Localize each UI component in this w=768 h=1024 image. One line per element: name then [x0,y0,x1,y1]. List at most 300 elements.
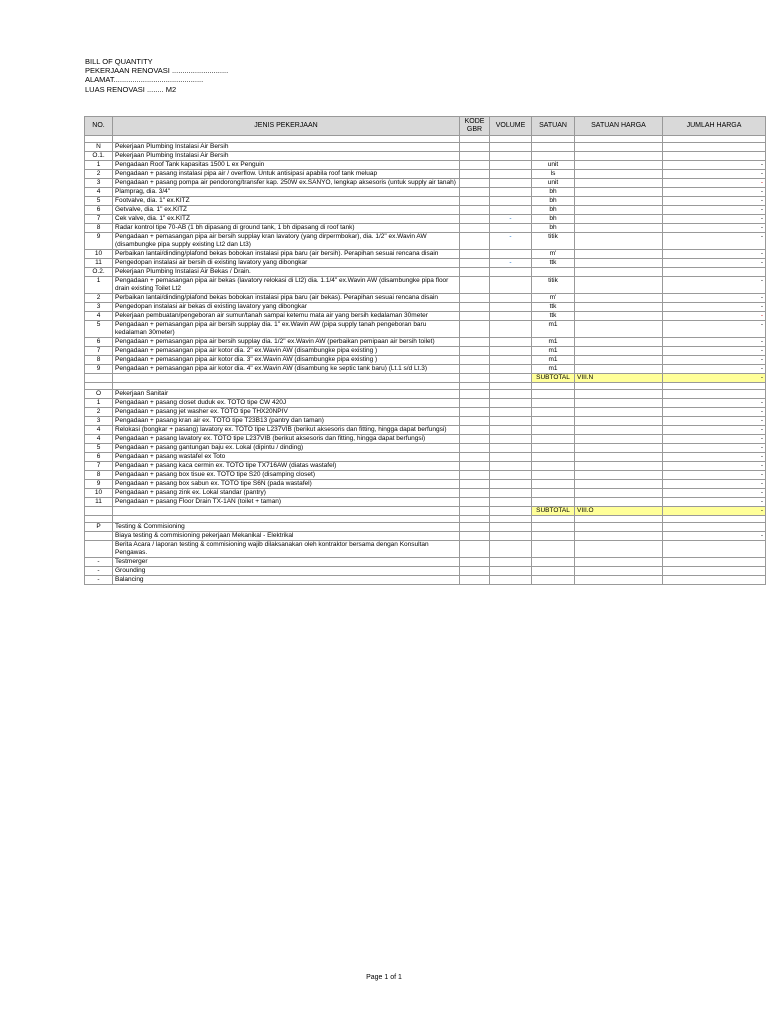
spacer-row [85,136,766,143]
table-row [85,161,766,170]
row-satuan-harga [575,523,663,532]
row-number: 8 [85,471,113,480]
row-number: 7 [85,347,113,356]
row-satuan-harga [575,294,663,303]
table-row [85,471,766,480]
empty-cell [490,136,532,143]
row-satuan-harga [575,161,663,170]
row-jumlah-harga: - [663,312,766,321]
row-volume [490,471,532,480]
row-volume [490,170,532,179]
empty-cell [575,383,663,390]
row-description: Pengadaan + pasang instalasi pipa air / overflow. Untuk antisipasi apabila roof tank meluap [113,170,460,179]
row-description: Pengadaan + pasang jet washer ex. TOTO tipe THX20NPIV [113,408,460,417]
row-description: Pengadaan + pemasangan pipa air bersih supplay dia. 1/2" ex.Wavin AW (perbaikan pemipaan air bersih toilet) [113,338,460,347]
table-row [85,303,766,312]
doc-title: BILL OF QUANTITY [85,57,153,66]
row-satuan-harga [575,347,663,356]
project-name: PEKERJAAN RENOVASI ........................... [85,66,229,76]
row-description: Pengadaan + pasang pompa air pendorong/transfer kap. 250W ex.SANYO, lengkap aksesoris (untuk supply air tanah) [113,179,460,188]
table-row [85,250,766,259]
row-jumlah-harga [663,523,766,532]
row-satuan: m1 [532,347,575,356]
subtotal-code: VIII.N [575,374,663,383]
row-number: 3 [85,303,113,312]
row-number: 5 [85,444,113,453]
row-description: Testing & Commisioning [113,523,460,532]
row-kode [460,498,490,507]
row-kode [460,567,490,576]
row-satuan: ls [532,170,575,179]
col-jumlah-harga: JUMLAH HARGA [663,117,766,136]
row-jumlah-harga: - [663,188,766,197]
row-volume [490,390,532,399]
row-description: Pengedopan instalasi air bersih di existing lavatory yang dibongkar [113,259,460,268]
row-volume [490,303,532,312]
row-kode [460,435,490,444]
row-satuan: ttk [532,303,575,312]
row-number: - [85,558,113,567]
row-satuan-harga [575,206,663,215]
empty-cell [460,507,490,516]
row-satuan-harga [575,471,663,480]
row-jumlah-harga: - [663,498,766,507]
row-satuan [532,523,575,532]
row-description: Pengadaan + pasang kaca cermin ex. TOTO tipe TX716AW (diatas wastafel) [113,462,460,471]
table-row [85,444,766,453]
row-description: Cek valve, dia. 1" ex.KITZ [113,215,460,224]
empty-cell [490,383,532,390]
row-satuan-harga [575,408,663,417]
row-jumlah-harga: - [663,426,766,435]
subtotal-row [85,507,766,516]
row-description: Pengadaan Roof Tank kapasitas 1500 L ex Penguin [113,161,460,170]
row-kode [460,399,490,408]
empty-cell [663,516,766,523]
row-satuan-harga [575,250,663,259]
row-volume [490,558,532,567]
col-satuan: SATUAN [532,117,575,136]
row-kode [460,462,490,471]
empty-cell [460,383,490,390]
empty-cell [85,516,113,523]
row-satuan-harga [575,233,663,250]
row-satuan [532,268,575,277]
row-volume [490,576,532,585]
table-row [85,338,766,347]
row-kode [460,347,490,356]
renovation-area: LUAS RENOVASI ........ M2 [85,84,177,94]
row-satuan-harga [575,215,663,224]
row-number: 7 [85,462,113,471]
row-satuan-harga [575,576,663,585]
table-row [85,365,766,374]
row-kode [460,197,490,206]
row-satuan: m1 [532,356,575,365]
subtotal-label: SUBTOTAL [532,374,575,383]
row-kode [460,471,490,480]
row-number: O.2. [85,268,113,277]
document-header [85,57,228,94]
row-number: - [85,567,113,576]
row-satuan-harga [575,558,663,567]
table-row [85,498,766,507]
empty-cell [490,507,532,516]
row-jumlah-harga: - [663,233,766,250]
row-volume [490,143,532,152]
col-no: NO. [85,117,113,136]
row-volume [490,532,532,541]
row-number: 7 [85,215,113,224]
row-description: Pekerjaan Plumbing Instalasi Air Bersih [113,152,460,161]
row-kode [460,417,490,426]
row-satuan-harga [575,152,663,161]
row-satuan-harga [575,259,663,268]
row-jumlah-harga: - [663,356,766,365]
row-satuan: m' [532,294,575,303]
row-kode [460,250,490,259]
row-jumlah-harga: - [663,161,766,170]
row-number: - [85,576,113,585]
table-row [85,152,766,161]
row-satuan-harga [575,356,663,365]
row-satuan-harga [575,170,663,179]
empty-cell [85,383,113,390]
row-satuan [532,399,575,408]
row-number: 5 [85,321,113,338]
row-satuan [532,453,575,462]
row-jumlah-harga: - [663,444,766,453]
row-satuan [532,558,575,567]
row-satuan: titik [532,233,575,250]
row-satuan [532,408,575,417]
table-row [85,321,766,338]
row-satuan: m' [532,250,575,259]
table-row [85,523,766,532]
row-jumlah-harga: - [663,417,766,426]
empty-cell [532,516,575,523]
row-satuan-harga [575,567,663,576]
row-description: Grounding [113,567,460,576]
row-satuan-harga [575,312,663,321]
row-description: Pengadaan + pasang wastafel ex Toto [113,453,460,462]
row-description: Perbaikan lantai/dinding/plafond bekas bobokan instalasi pipa baru (air bekas). Perapihan sesuai rencana disain [113,294,460,303]
row-jumlah-harga [663,576,766,585]
row-jumlah-harga: - [663,250,766,259]
row-volume [490,462,532,471]
col-jenis: JENIS PEKERJAAN [113,117,460,136]
subtotal-label: SUBTOTAL [532,507,575,516]
row-description: Pekerjaan Plumbing Instalasi Air Bersih [113,143,460,152]
row-satuan [532,462,575,471]
row-kode [460,338,490,347]
table-header-row [85,117,766,136]
row-number: 5 [85,197,113,206]
subtotal-code: VIII.O [575,507,663,516]
col-volume: VOLUME [490,117,532,136]
row-satuan [532,541,575,558]
row-satuan [532,444,575,453]
table-row [85,347,766,356]
row-number: 10 [85,250,113,259]
row-jumlah-harga: - [663,399,766,408]
empty-cell [113,374,460,383]
row-description: Pengadaan + pasang gantungan baju ex. Lokal (dipintu / dinding) [113,444,460,453]
spacer-row [85,383,766,390]
table-row [85,259,766,268]
row-kode [460,259,490,268]
empty-cell [113,383,460,390]
row-jumlah-harga [663,143,766,152]
row-jumlah-harga: - [663,532,766,541]
row-number: 3 [85,417,113,426]
row-satuan-harga [575,399,663,408]
row-kode [460,224,490,233]
table-row [85,399,766,408]
row-satuan-harga [575,338,663,347]
table-row [85,435,766,444]
row-number: 2 [85,408,113,417]
row-jumlah-harga [663,567,766,576]
row-number: 4 [85,426,113,435]
row-kode [460,453,490,462]
row-jumlah-harga: - [663,489,766,498]
row-kode [460,523,490,532]
row-jumlah-harga: - [663,224,766,233]
row-volume [490,480,532,489]
empty-cell [532,136,575,143]
row-description: Pengadaan + pasang kran air ex. TOTO tipe T23B13 (pantry dan taman) [113,417,460,426]
row-satuan-harga [575,426,663,435]
table-row [85,532,766,541]
table-row [85,480,766,489]
row-number: 1 [85,277,113,294]
row-volume [490,338,532,347]
row-satuan-harga [575,197,663,206]
row-kode [460,161,490,170]
row-kode [460,312,490,321]
row-satuan [532,435,575,444]
row-jumlah-harga: - [663,277,766,294]
table-row [85,179,766,188]
empty-cell [575,516,663,523]
row-jumlah-harga: - [663,294,766,303]
row-description: Balancing [113,576,460,585]
row-kode [460,188,490,197]
row-description: Pengadaan + pasang zink ex. Lokal standar (pantry) [113,489,460,498]
row-volume [490,206,532,215]
row-satuan-harga [575,489,663,498]
row-jumlah-harga: - [663,462,766,471]
row-satuan-harga [575,277,663,294]
table-row [85,143,766,152]
row-number: 6 [85,453,113,462]
table-row [85,224,766,233]
table-row [85,576,766,585]
row-satuan [532,576,575,585]
row-kode [460,277,490,294]
row-number: 1 [85,399,113,408]
row-satuan-harga [575,268,663,277]
row-volume [490,312,532,321]
row-jumlah-harga [663,268,766,277]
row-satuan: m1 [532,338,575,347]
row-description: Pekerjaan Plumbing Instalasi Air Bekas / Drain. [113,268,460,277]
row-volume [490,365,532,374]
row-description: Relokasi (bongkar + pasang) lavatory ex. TOTO tipe L237VIB (berikut aksesoris dan fitting, hingga dapat berfungsi) [113,426,460,435]
row-satuan-harga [575,462,663,471]
row-volume [490,523,532,532]
row-jumlah-harga: - [663,347,766,356]
row-number: 6 [85,338,113,347]
row-description: Pengadaan + pemasangan pipa air kotor dia. 2" ex.Wavin AW (disambungke pipa existing ) [113,347,460,356]
row-kode [460,170,490,179]
row-satuan-harga [575,303,663,312]
table-row [85,170,766,179]
row-satuan-harga [575,541,663,558]
row-number [85,541,113,558]
table-row [85,462,766,471]
row-description: Biaya testing & commisioning pekerjaan Mekanikal - Elektrikal [113,532,460,541]
row-jumlah-harga: - [663,408,766,417]
page-footer: Page 1 of 1 [366,974,402,981]
subtotal-amount: - [663,374,766,383]
table-row [85,233,766,250]
row-satuan: titik [532,277,575,294]
row-satuan-harga [575,453,663,462]
row-description: Testmerger [113,558,460,567]
row-number [85,532,113,541]
row-volume: - [490,259,532,268]
table-row [85,294,766,303]
empty-cell [532,383,575,390]
row-kode [460,356,490,365]
empty-cell [85,374,113,383]
row-kode [460,303,490,312]
row-volume: - [490,233,532,250]
row-volume [490,294,532,303]
row-kode [460,576,490,585]
row-satuan-harga [575,435,663,444]
empty-cell [490,516,532,523]
row-volume [490,489,532,498]
row-satuan: bh [532,224,575,233]
row-satuan-harga [575,143,663,152]
row-description: Plamprag, dia. 3/4" [113,188,460,197]
row-satuan-harga [575,532,663,541]
table-row [85,567,766,576]
row-volume [490,408,532,417]
row-satuan [532,152,575,161]
row-number: 1 [85,161,113,170]
row-kode [460,390,490,399]
row-satuan-harga [575,365,663,374]
row-jumlah-harga: - [663,197,766,206]
row-satuan [532,532,575,541]
empty-cell [113,516,460,523]
row-satuan [532,471,575,480]
row-kode [460,143,490,152]
row-jumlah-harga: - [663,338,766,347]
row-satuan: m1 [532,321,575,338]
row-volume [490,188,532,197]
empty-cell [663,136,766,143]
row-volume [490,277,532,294]
row-number: 10 [85,489,113,498]
empty-cell [460,374,490,383]
row-jumlah-harga: - [663,303,766,312]
row-kode [460,294,490,303]
row-description: Pengedopan instalasi air bekas di existing lavatory yang dibongkar [113,303,460,312]
row-jumlah-harga: - [663,453,766,462]
row-number: O [85,390,113,399]
row-number: 4 [85,435,113,444]
table-row [85,268,766,277]
row-jumlah-harga [663,390,766,399]
row-satuan-harga [575,321,663,338]
row-description: Pengadaan + pasang Floor Drain TX-1AN (toilet + taman) [113,498,460,507]
table-row [85,558,766,567]
row-satuan: bh [532,215,575,224]
row-volume [490,435,532,444]
table-row [85,541,766,558]
spacer-row [85,516,766,523]
row-number: 3 [85,179,113,188]
row-satuan: unit [532,179,575,188]
empty-cell [663,383,766,390]
row-number: P [85,523,113,532]
table-row [85,408,766,417]
row-volume [490,453,532,462]
row-satuan: bh [532,206,575,215]
row-satuan [532,417,575,426]
empty-cell [85,136,113,143]
row-volume [490,250,532,259]
row-satuan-harga [575,480,663,489]
row-number: 2 [85,294,113,303]
row-kode [460,426,490,435]
empty-cell [460,136,490,143]
row-kode [460,558,490,567]
row-description: Perbaikan lantai/dinding/plafond bekas bobokan instalasi pipa baru (air bersih). Perapihan sesuai rencana disain [113,250,460,259]
row-description: Pengadaan + pemasangan pipa air bekas (lavatory relokasi di Lt2) dia. 1.1/4" ex.Wavin AW (disambungke pipa floor drain existing Toilet Lt2 [113,277,460,294]
table-row [85,417,766,426]
row-kode [460,480,490,489]
row-satuan: unit [532,161,575,170]
row-description: Getvalve, dia. 1" ex.KITZ [113,206,460,215]
row-volume [490,347,532,356]
row-satuan [532,489,575,498]
row-jumlah-harga: - [663,365,766,374]
row-description: Pengadaan + pemasangan pipa air kotor dia. 3" ex.Wavin AW (disambungke pipa existing ) [113,356,460,365]
row-satuan-harga [575,188,663,197]
row-jumlah-harga: - [663,321,766,338]
row-kode [460,365,490,374]
row-jumlah-harga [663,558,766,567]
table-row [85,312,766,321]
row-number: 8 [85,356,113,365]
row-satuan [532,567,575,576]
row-satuan-harga [575,390,663,399]
row-volume [490,152,532,161]
empty-cell [490,374,532,383]
row-volume [490,224,532,233]
row-kode [460,408,490,417]
row-number: N [85,143,113,152]
empty-cell [113,136,460,143]
row-kode [460,206,490,215]
row-description: Pengadaan + pemasangan pipa air kotor dia. 4" ex.Wavin AW (disambung ke septic tank baru) (Lt.1 s/d Lt.3) [113,365,460,374]
